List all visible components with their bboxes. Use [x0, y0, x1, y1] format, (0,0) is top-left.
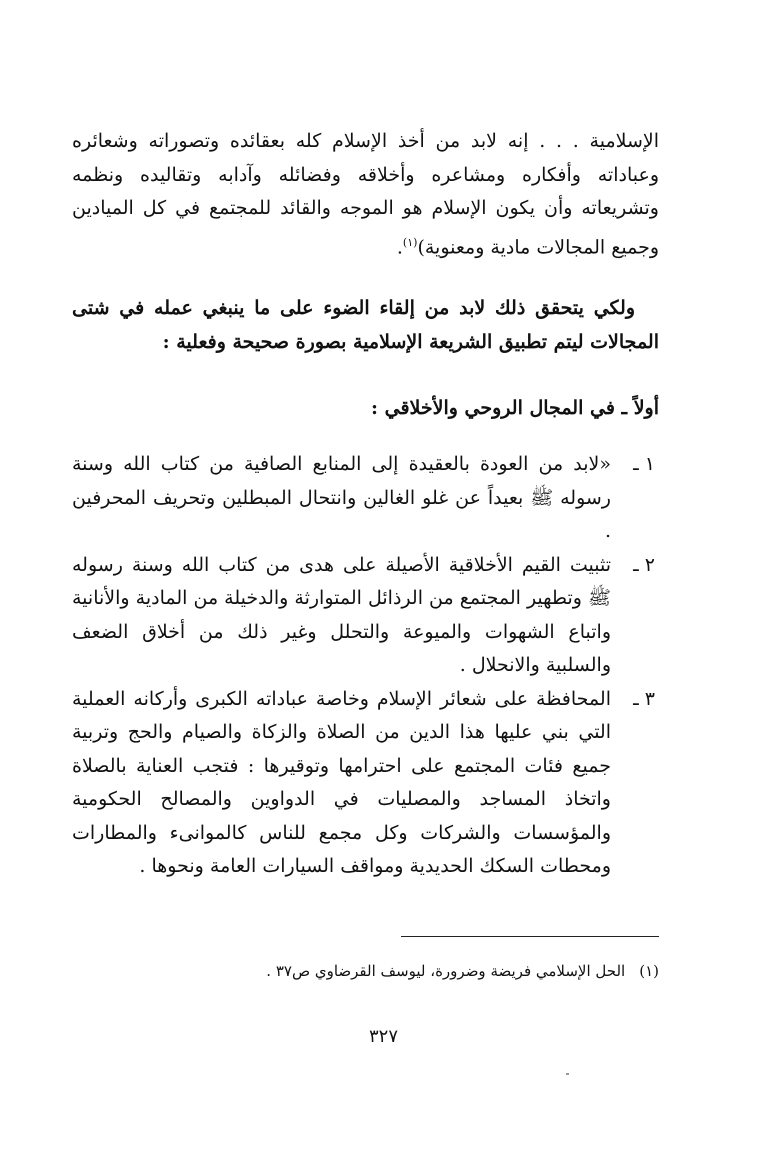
- list-item-text: المحافظة على شعائر الإسلام وخاصة عباداته الكبرى وأركانه العملية التي بني عليها هذا الدين من الصلاة والزكاة والصيام والحج وتربية جميع فئات المجتمع على احترامها وتوقيرها : فتجب العناية بالصلاة واتخاذ المساجد والمصليات في الدواوين والمصالح الحكومية والمؤسسات والشركات وكل مجمع للناس كالموانىء والمطارات ومحطات السكك الحديدية ومواقف السيارات العامة ونحوها .: [72, 687, 611, 877]
- footnote-divider: [401, 936, 659, 937]
- list-item-number: ١ ـ: [633, 453, 655, 475]
- intro-paragraph: [72, 125, 659, 264]
- list-item: [72, 549, 655, 683]
- numbered-list: [72, 448, 655, 884]
- list-item: [72, 683, 655, 884]
- footnote-reference: (١): [402, 235, 418, 249]
- list-item-number: ٣ ـ: [633, 687, 655, 710]
- intro-paragraph-end: .: [396, 235, 403, 258]
- footnote: [266, 958, 659, 984]
- list-item-number: ٢ ـ: [633, 553, 655, 576]
- list-item-text: تثبيت القيم الأخلاقية الأصيلة على هدى من كتاب الله وسنة رسوله ﷺ وتطهير المجتمع من الرذائل المتوارثة والدخيلة من المادية والأنانية واتباع الشهوات والميوعة والتحلل وغير ذلك من أخلاق الضعف والسلبية والانحلال .: [72, 553, 611, 676]
- page-number: ٣٢٧: [368, 1026, 398, 1047]
- section-heading: أولاً ـ في المجال الروحي والأخلاقي :: [371, 397, 659, 419]
- footnote-number: (١): [639, 962, 659, 980]
- scan-speck: [566, 1073, 569, 1075]
- intro-paragraph-text: الإسلامية . . . إنه لابد من أخذ الإسلام كله بعقائده وتصوراته وشعائره وعباداته وأفكاره ومشاعره وأخلاقه وفضائله وآدابه وتقاليده ونظمه وتشريعاته وأن يكون الإسلام هو الموجه والقائد للمجتمع في كل الميادين وجميع المجالات مادية ومعنوية): [72, 130, 659, 258]
- list-item: [72, 448, 655, 549]
- list-item-text: «لابد من العودة بالعقيدة إلى المنابع الصافية من كتاب الله وسنة رسوله ﷺ بعيداً عن غلو الغالين وانتحال المبطلين وتحريف المحرفين .: [72, 453, 611, 542]
- bold-paragraph: ولكي يتحقق ذلك لابد من إلقاء الضوء على ما ينبغي عمله في شتى المجالات ليتم تطبيق الشريعة الإسلامية بصورة صحيحة وفعلية :: [72, 297, 659, 353]
- footnote-text: الحل الإسلامي فريضة وضرورة، ليوسف القرضاوي ص٣٧ .: [266, 962, 626, 980]
